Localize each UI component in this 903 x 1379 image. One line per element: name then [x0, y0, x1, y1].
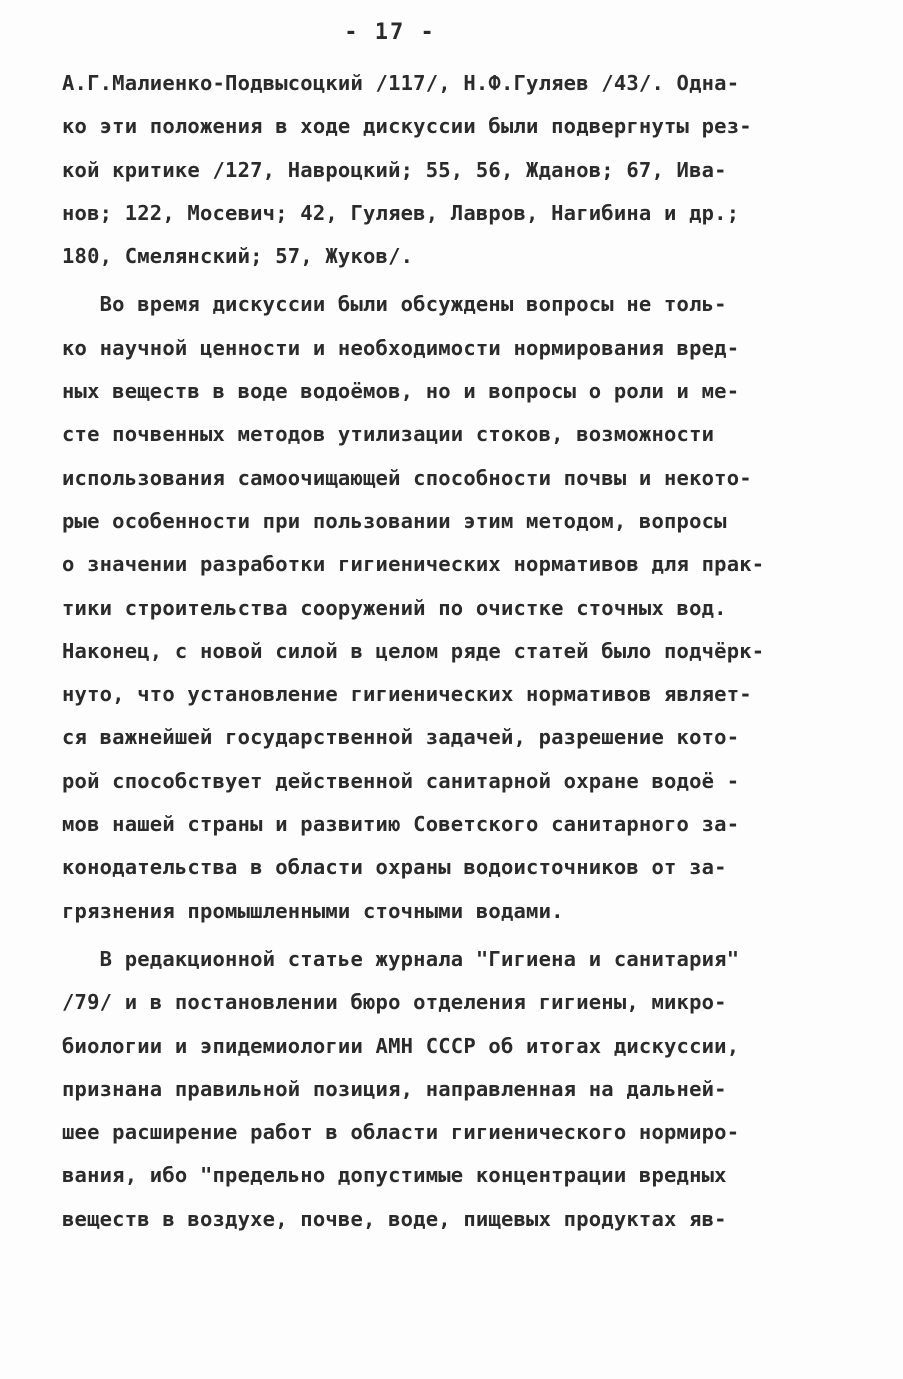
text-line: биологии и эпидемиологии АМН СССР об итогах дискуссии, [62, 1033, 740, 1058]
text-line: тики строительства сооружений по очистке сточных вод. [62, 595, 727, 620]
text-line: /79/ и в постановлении бюро отделения гигиены, микро- [62, 990, 727, 1015]
text-line: признана правильной позиция, направленная на дальней- [62, 1076, 727, 1101]
text-line: Во время дискуссии были обсуждены вопросы не толь- [62, 292, 727, 317]
text-line: кой критике /127, Навроцкий; 55, 56, Жданов; 67, Ива- [62, 157, 727, 182]
text-line: ся важнейшей государственной задачей, разрешение кото- [62, 725, 740, 750]
page-number: - 17 - [344, 20, 436, 45]
text-line: вания, ибо "предельно допустимые концентрации вредных [62, 1163, 727, 1188]
text-line: веществ в воздухе, почве, воде, пищевых продуктах яв- [62, 1206, 727, 1231]
text-line: 180, Смелянский; 57, Жуков/. [62, 244, 414, 269]
text-line: ко научной ценности и необходимости нормирования вред- [62, 335, 740, 360]
text-line: ко эти положения в ходе дискуссии были подвергнуты рез- [62, 114, 752, 139]
text-line: мов нашей страны и развитию Советского санитарного за- [62, 812, 740, 837]
text-line: А.Г.Малиенко-Подвысоцкий /117/, Н.Ф.Гуляев /43/. Одна- [62, 71, 740, 95]
text-line: шее расширение работ в области гигиенического нормиро- [62, 1120, 740, 1145]
text-line: ных веществ в воде водоёмов, но и вопросы о роли и ме- [62, 379, 740, 404]
paragraph-3 [62, 938, 852, 1241]
text-line: о значении разработки гигиенических нормативов для прак- [62, 552, 765, 577]
text-line: В редакционной статье журнала "Гигиена и санитария" [62, 946, 740, 971]
paragraph-2 [62, 283, 852, 932]
text-line: нуто, что установление гигиенических нормативов являет- [62, 682, 752, 707]
text-line: конодательства в области охраны водоисточников от за- [62, 855, 727, 880]
paragraph-1 [62, 62, 852, 278]
text-line: нов; 122, Мосевич; 42, Гуляев, Лавров, Нагибина и др.; [62, 200, 740, 225]
text-line: грязнения промышленными сточными водами. [62, 898, 564, 923]
text-line: рые особенности при пользовании этим методом, вопросы [62, 508, 727, 533]
text-line: Наконец, с новой силой в целом ряде статей было подчёрк- [62, 638, 765, 663]
body-text [62, 62, 852, 1241]
text-line: использования самоочищающей способности почвы и некото- [62, 465, 752, 490]
text-line: сте почвенных методов утилизации стоков, возможности [62, 422, 715, 447]
text-line: рой способствует действенной санитарной охране водоё - [62, 768, 740, 793]
